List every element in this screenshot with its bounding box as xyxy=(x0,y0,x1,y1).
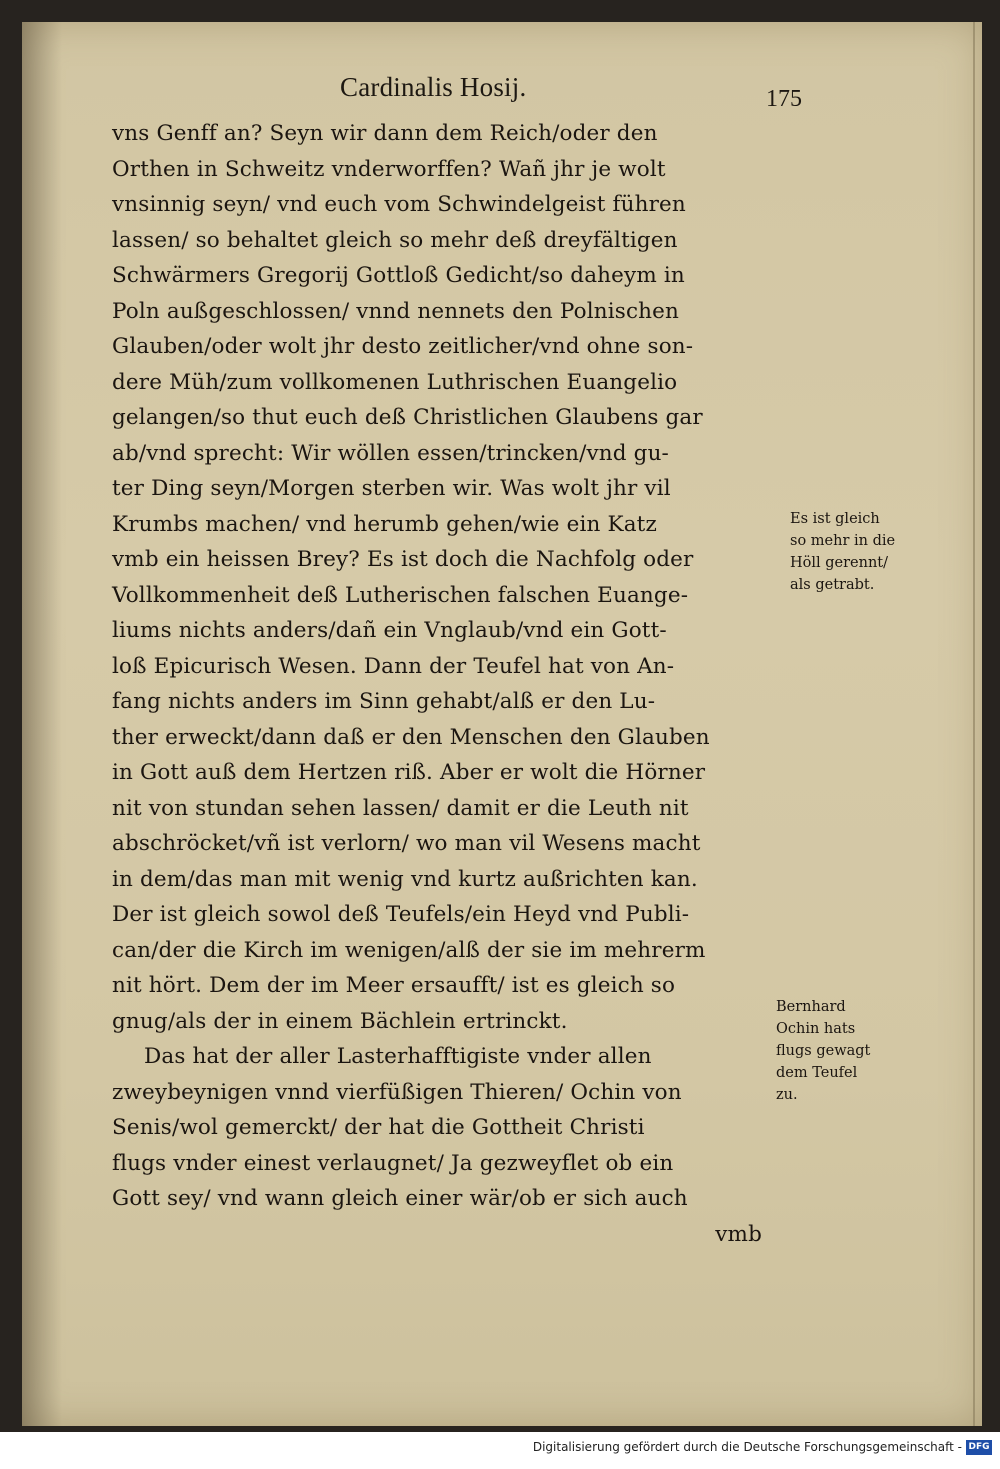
marginal-note-2 xyxy=(776,996,870,1106)
text-line: vns Genff an? Seyn wir dann dem Reich/oder den xyxy=(112,121,658,146)
text-line: in Gott auß dem Hertzen riß. Aber er wolt die Hörner xyxy=(112,760,706,785)
text-line: can/der die Kirch im wenigen/alß der sie im mehrerm xyxy=(112,937,706,963)
marginal-note-line: Es ist gleich xyxy=(790,511,880,527)
body-text xyxy=(112,116,792,1252)
marginal-note-line: Ochin hats xyxy=(776,1021,856,1037)
text-line: Orthen in Schweitz vnderworffen? Wañ jhr je wolt xyxy=(112,156,666,182)
text-line: flugs vnder einest verlaugnet/ Ja gezweyflet ob ein xyxy=(112,1150,674,1176)
text-line: Senis/wol gemerckt/ der hat die Gottheit Christi xyxy=(112,1115,645,1140)
marginal-note-line: Höll gerennt/ xyxy=(790,555,889,571)
catchword: vmb xyxy=(715,1221,762,1247)
marginal-note-1 xyxy=(790,508,895,596)
text-line: gelangen/so thut euch deß Christlichen Glaubens gar xyxy=(112,405,703,430)
dfg-logo-icon[interactable]: DFG xyxy=(966,1440,992,1455)
text-line: dere Müh/zum vollkomenen Luthrischen Euangelio xyxy=(112,369,678,395)
text-line: Poln außgeschlossen/ vnnd nennets den Polnischen xyxy=(112,298,679,324)
marginal-note-line: flugs gewagt xyxy=(776,1043,871,1059)
text-line: Gott sey/ vnd wann gleich einer wär/ob er sich auch xyxy=(112,1186,688,1211)
text-line: Krumbs machen/ vnd herumb gehen/wie ein Katz xyxy=(112,511,657,537)
folio-number: 175 xyxy=(766,86,802,112)
text-line: ther erweckt/dann daß er den Menschen den Glauben xyxy=(112,724,710,750)
gutter-shadow xyxy=(22,22,62,1426)
text-line: ab/vnd sprecht: Wir wöllen essen/trincken/vnd gu- xyxy=(112,440,669,466)
page-edge xyxy=(973,22,975,1426)
paragraph-start-line: Das hat der aller Lasterhafftigiste vnder allen xyxy=(144,1044,652,1069)
text-line: in dem/das man mit wenig vnd kurtz außrichten kan. xyxy=(112,866,698,892)
text-line: Vollkommenheit deß Lutherischen falschen Euange- xyxy=(112,582,689,608)
marginal-note-line: dem Teufel xyxy=(776,1065,858,1081)
text-line: abschröcket/vñ ist verlorn/ wo man vil Wesens macht xyxy=(112,831,701,856)
marginal-note-line: zu. xyxy=(776,1087,798,1103)
text-line: lassen/ so behaltet gleich so mehr deß dreyfältigen xyxy=(112,227,678,253)
running-head: Cardinalis Hosij. xyxy=(340,72,527,102)
text-line: Der ist gleich sowol deß Teufels/ein Heyd vnd Publi- xyxy=(112,902,690,927)
marginal-note-line: als getrabt. xyxy=(790,577,875,593)
text-line: loß Epicurisch Wesen. Dann der Teufel hat von An- xyxy=(112,653,675,679)
text-line: liums nichts anders/dañ ein Vnglaub/vnd ein Gott- xyxy=(112,618,667,643)
text-line: gnug/als der in einem Bächlein ertrinckt. xyxy=(112,1008,568,1034)
text-line: Schwärmers Gregorij Gottloß Gedicht/so daheym in xyxy=(112,263,685,288)
text-line: nit hört. Dem der im Meer ersaufft/ ist es gleich so xyxy=(112,973,676,998)
funding-note: Digitalisierung gefördert durch die Deutsche Forschungsgemeinschaft - xyxy=(532,1440,962,1454)
text-line: vnsinnig seyn/ vnd euch vom Schwindelgeist führen xyxy=(112,192,686,217)
marginal-note-line: so mehr in die xyxy=(790,533,896,549)
text-line: nit von stundan sehen lassen/ damit er die Leuth nit xyxy=(112,795,689,821)
text-line: ter Ding seyn/Morgen sterben wir. Was wolt jhr vil xyxy=(112,476,671,501)
text-line: vmb ein heissen Brey? Es ist doch die Nachfolg oder xyxy=(112,547,694,572)
text-line: zweybeynigen vnnd vierfüßigen Thieren/ Ochin von xyxy=(112,1079,682,1105)
text-line: fang nichts anders im Sinn gehabt/alß er den Lu- xyxy=(112,689,656,714)
marginal-note-line: Bernhard xyxy=(776,999,846,1015)
text-line: Glauben/oder wolt jhr desto zeitlicher/vnd ohne son- xyxy=(112,334,694,359)
